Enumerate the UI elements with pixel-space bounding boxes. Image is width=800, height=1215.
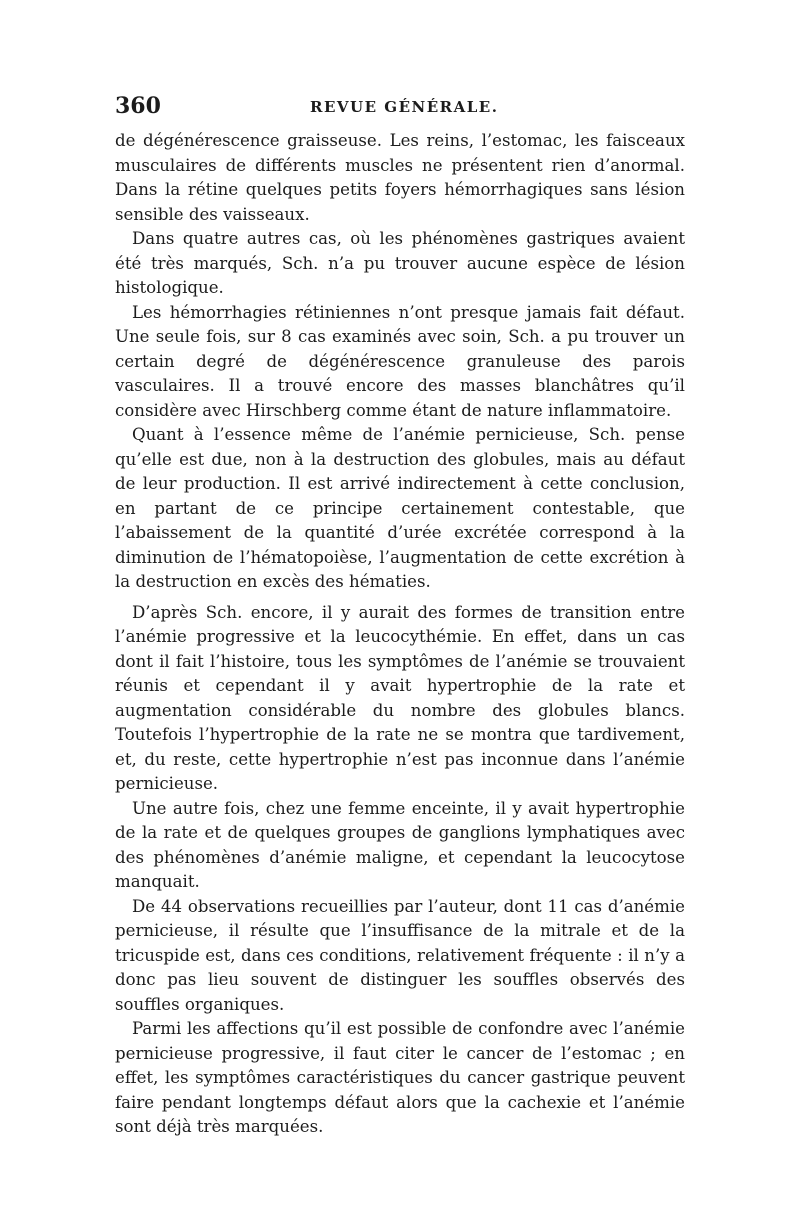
paragraph-continuation: de dégénérescence graisseuse. Les reins, l’estomac, les faisceaux musculaires de différents muscles ne présentent rien d’anormal. Dans la rétine quelques petits foyers hémorrhagiques sans lésion sensible des vaisseaux. <box>115 131 685 224</box>
running-title: REVUE GÉNÉRALE. <box>310 98 499 116</box>
book-page <box>115 93 685 1140</box>
paragraph-retinal-hemorrhages: Les hémorrhagies rétiniennes n’ont presque jamais fait défaut. Une seule fois, sur 8 cas examinés avec soin, Sch. a pu trouver un certain degré de dégénérescence granuleuse des parois vasculaires. Il a trouvé encore des masses blanchâtres qu’il considère avec Hirschberg comme étant de nature inflammatoire. <box>115 302 685 420</box>
paragraph-observations: De 44 observations recueillies par l’auteur, dont 11 cas d’anémie pernicieuse, il résulte que l’insuffisance de la mitrale et de la tricuspide est, dans ces conditions, relativement fréquente : il n’y a donc pas lieu souvent de distinguer les souffles observés des souffles organiques. <box>115 896 685 1014</box>
paragraph-essence-anemia: Quant à l’essence même de l’anémie pernicieuse, Sch. pense qu’elle est due, non à la destruction des globules, mais au défaut de leur production. Il est arrivé indirectement à cette conclusion, en partant de ce principe certainement contestable, que l’abaissement de la quantité d’urée excrétée correspond à la diminution de l’hématopoièse, l’augmentation de cette excrétion à la destruction en excès des hématies. <box>115 425 685 591</box>
running-head <box>115 93 685 123</box>
paragraph-histologic-lesion: Dans quatre autres cas, où les phénomènes gastriques avaient été très marqués, Sch. n’a pu trouver aucune espèce de lésion histologique. <box>115 229 685 297</box>
paragraph-differential-diagnosis: Parmi les affections qu’il est possible de confondre avec l’anémie pernicieuse progressive, il faut citer le cancer de l’estomac ; en effet, les symptômes caractéristiques du cancer gastrique peuvent faire pendant longtemps défaut alors que la cachexie et l’anémie sont déjà très marquées. <box>115 1019 685 1136</box>
paragraph-transition-forms: D’après Sch. encore, il y aurait des formes de transition entre l’anémie progressive et la leucocythémie. En effet, dans un cas dont il fait l’histoire, tous les symptômes de l’anémie se trouvaient réunis et cependant il y avait hypertrophie de la rate et augmentation considérable du nombre des globules blancs. Toutefois l’hypertrophie de la rate ne se montra que tardivement, et, du reste, cette hypertrophie n’est pas inconnue dans l’anémie pernicieuse. <box>115 602 685 793</box>
paragraph-pregnant-woman: Une autre fois, chez une femme enceinte, il y avait hypertrophie de la rate et de quelques groupes de ganglions lymphatiques avec des phénomènes d’anémie maligne, et cependant la leucocytose manquait. <box>115 798 685 891</box>
page-number: 360 <box>115 93 161 119</box>
body-text <box>115 129 685 1140</box>
